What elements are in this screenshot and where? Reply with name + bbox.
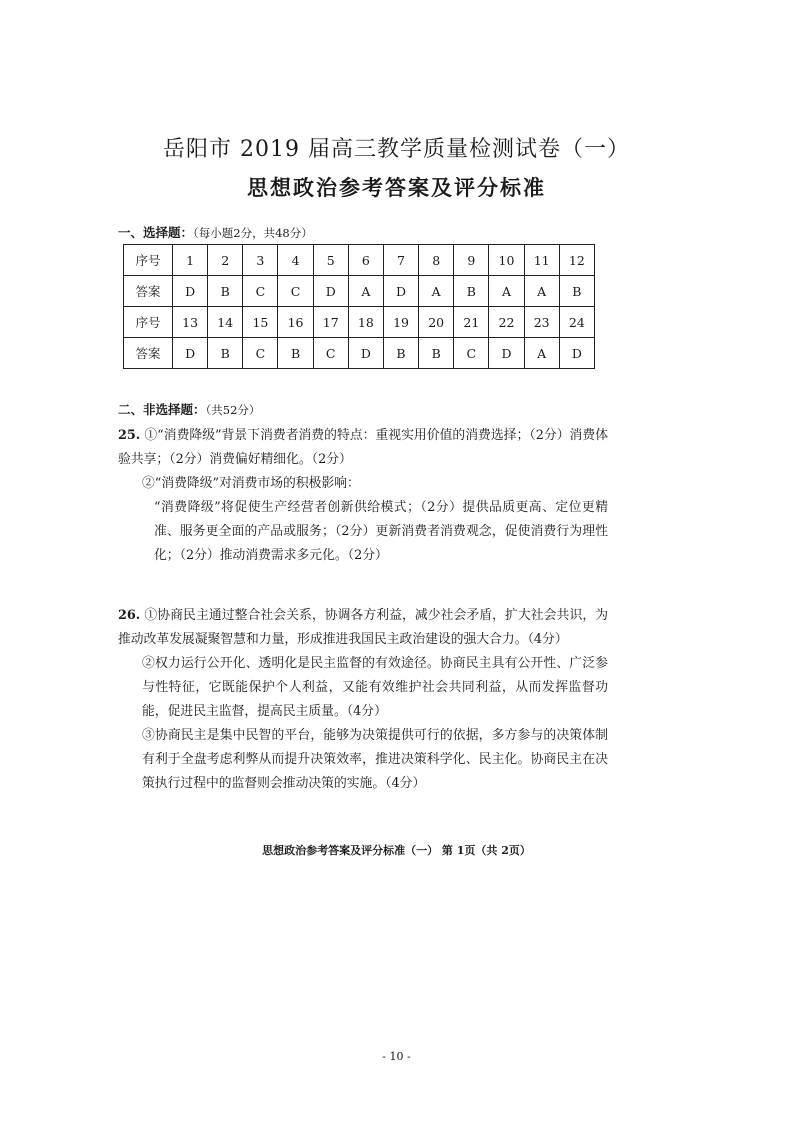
table-cell: C xyxy=(243,338,278,369)
table-cell: B xyxy=(559,276,594,307)
table-cell: 1 xyxy=(173,245,208,276)
table-cell: C xyxy=(278,276,313,307)
row-label: 答案 xyxy=(124,338,173,369)
table-cell: D xyxy=(173,276,208,307)
answer-table xyxy=(123,244,595,369)
table-cell: A xyxy=(489,276,524,307)
table-cell: 17 xyxy=(313,307,348,338)
row-label: 序号 xyxy=(124,307,173,338)
table-cell: 21 xyxy=(454,307,489,338)
question-25-part1: ①“消费降级”背景下消费者消费的特点：重视实用价值的消费选择；（2分）消费体验共享；（2分）消费偏好精细化。（2分） xyxy=(118,428,608,467)
table-cell: 5 xyxy=(313,245,348,276)
table-cell: 13 xyxy=(173,307,208,338)
page-footer: 思想政治参考答案及评分标准（一） 第 1页（共 2页） xyxy=(262,844,531,857)
table-cell: 8 xyxy=(419,245,454,276)
table-cell: D xyxy=(348,338,383,369)
table-cell: 18 xyxy=(348,307,383,338)
question-25-part2: ②“消费降级”对消费市场的积极影响： xyxy=(142,476,360,491)
table-cell: A xyxy=(524,276,559,307)
table-cell: B xyxy=(208,276,243,307)
table-cell: 23 xyxy=(524,307,559,338)
table-cell: D xyxy=(489,338,524,369)
table-cell: 12 xyxy=(559,245,594,276)
question-25 xyxy=(118,424,608,568)
row-label: 答案 xyxy=(124,276,173,307)
question-26-number: 26. xyxy=(118,608,141,623)
table-cell: 10 xyxy=(489,245,524,276)
table-cell: C xyxy=(243,276,278,307)
section1-title: 一、选择题： xyxy=(118,225,194,240)
table-cell: 9 xyxy=(454,245,489,276)
table-cell: A xyxy=(348,276,383,307)
question-25-part3: “消费降级”将促使生产经营者创新供给模式；（2分）提供品质更高、定位更精准、服务更全面的产品或服务；（2分）更新消费者消费观念，促使消费行为理性化；（2分）推动消费需求多元化。（2分） xyxy=(154,500,608,563)
table-cell: 4 xyxy=(278,245,313,276)
table-cell: B xyxy=(383,338,418,369)
question-26-part1: ①协商民主通过整合社会关系，协调各方利益，减少社会矛盾，扩大社会共识，为推动改革发展凝聚智慧和力量，形成推进我国民主政治建设的强大合力。（4分） xyxy=(118,608,608,647)
table-cell: D xyxy=(173,338,208,369)
table-cell: 11 xyxy=(524,245,559,276)
section1-heading xyxy=(118,223,313,241)
table-cell: D xyxy=(559,338,594,369)
question-25-number: 25. xyxy=(118,428,141,443)
question-26-part2: ②权力运行公开化、透明化是民主监督的有效途径。协商民主具有公开性、广泛参与性特征，它既能保护个人利益，又能有效维护社会共同利益，从而发挥监督功能，促进民主监督，提高民主质量。（4分） xyxy=(142,656,608,719)
table-cell: A xyxy=(524,338,559,369)
document-title: 岳阳市 2019 届高三教学质量检测试卷（一） xyxy=(163,137,630,162)
site-logo xyxy=(616,1010,786,1118)
section2-note: （共52分） xyxy=(205,403,261,417)
row-label: 序号 xyxy=(124,245,173,276)
table-cell: 6 xyxy=(348,245,383,276)
page-number: - 10 - xyxy=(382,1050,411,1063)
document-subtitle: 思想政治参考答案及评分标准 xyxy=(247,175,546,200)
question-26 xyxy=(118,604,608,796)
table-cell: B xyxy=(278,338,313,369)
table-row xyxy=(124,338,595,369)
table-cell: B xyxy=(208,338,243,369)
table-cell: D xyxy=(313,276,348,307)
section2-heading xyxy=(118,400,260,418)
table-cell: C xyxy=(454,338,489,369)
table-cell: B xyxy=(454,276,489,307)
section2-title: 二、非选择题： xyxy=(118,402,206,417)
table-row xyxy=(124,276,595,307)
table-cell: C xyxy=(313,338,348,369)
table-cell: 15 xyxy=(243,307,278,338)
table-cell: 7 xyxy=(383,245,418,276)
table-cell: 19 xyxy=(383,307,418,338)
section1-note: （每小题2分，共48分） xyxy=(193,226,313,240)
table-cell: A xyxy=(419,276,454,307)
table-cell: 24 xyxy=(559,307,594,338)
table-cell: 22 xyxy=(489,307,524,338)
table-cell: 3 xyxy=(243,245,278,276)
table-cell: 14 xyxy=(208,307,243,338)
table-row xyxy=(124,307,595,338)
table-cell: 16 xyxy=(278,307,313,338)
table-cell: 20 xyxy=(419,307,454,338)
question-26-part3: ③协商民主是集中民智的平台，能够为决策提供可行的依据，多方参与的决策体制有利于全盘考虑利弊从而提升决策效率，推进决策科学化、民主化。协商民主在决策执行过程中的监督则会推动决策的实施。（4分） xyxy=(142,728,608,791)
table-cell: B xyxy=(419,338,454,369)
table-row xyxy=(124,245,595,276)
table-cell: D xyxy=(383,276,418,307)
table-cell: 2 xyxy=(208,245,243,276)
